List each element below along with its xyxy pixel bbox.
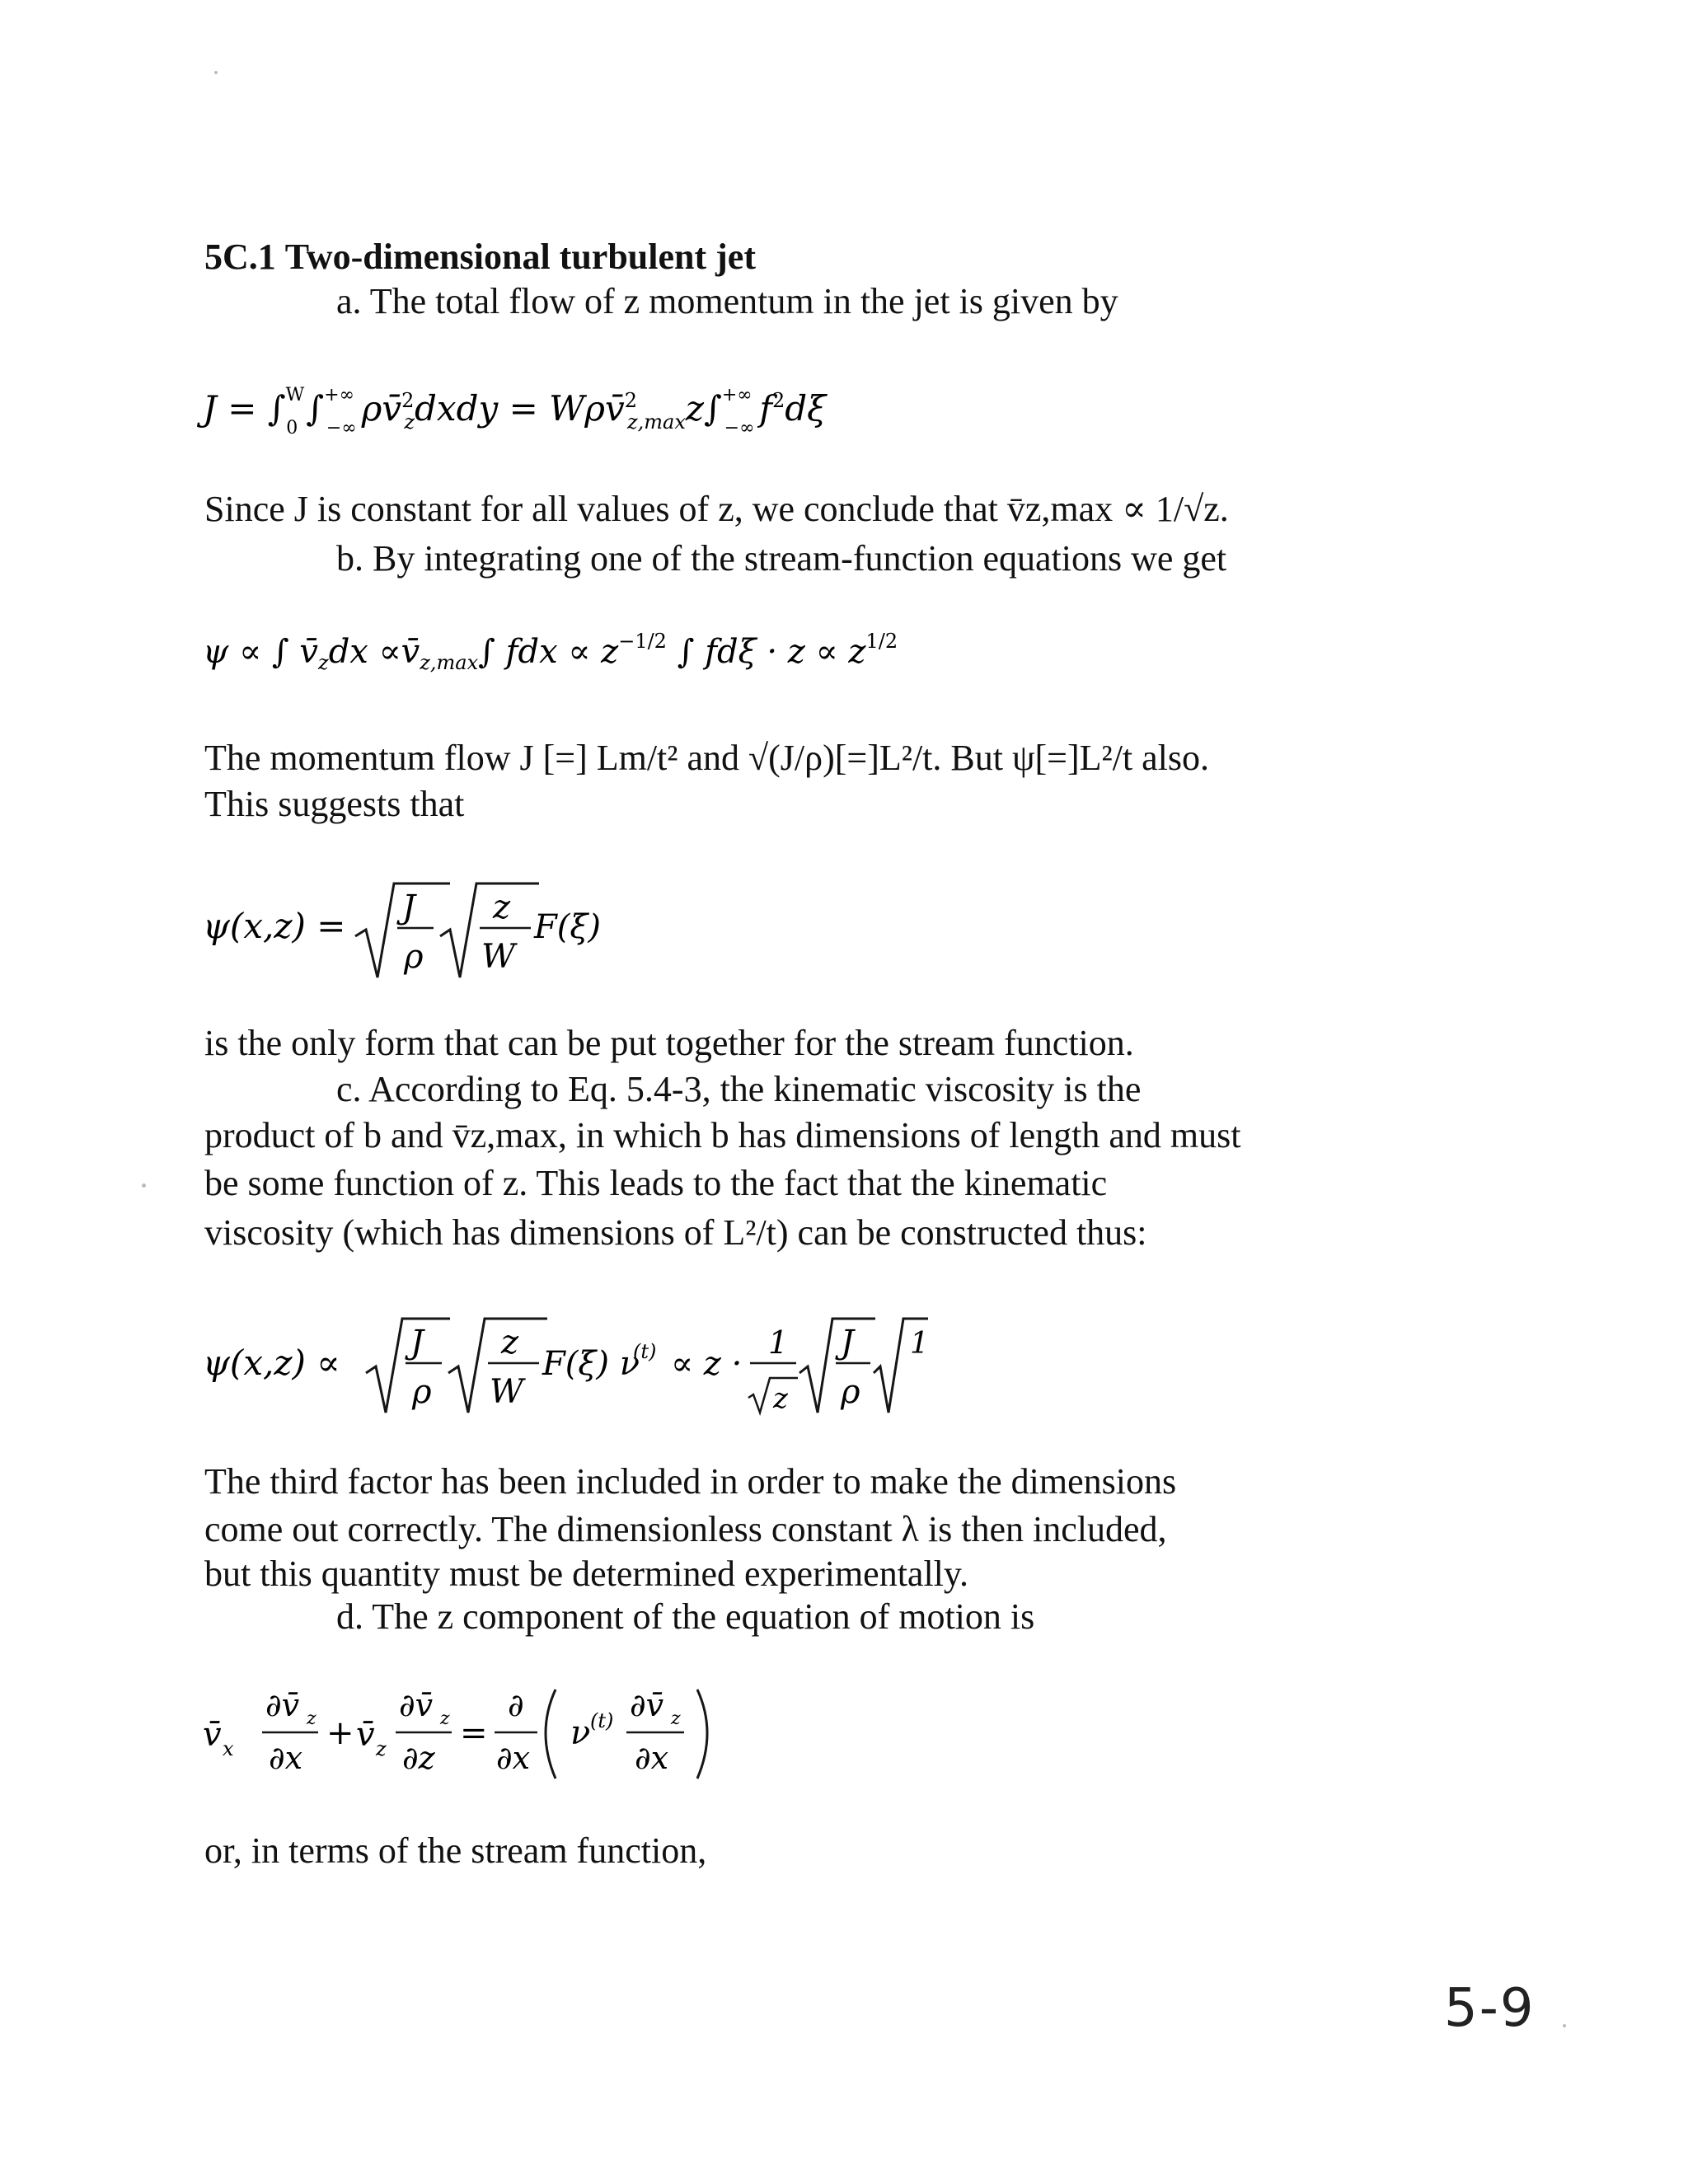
svg-text:∂: ∂ [508,1687,524,1723]
svg-text:ψ(x,z) =: ψ(x,z) = [203,906,346,946]
svg-text:z: z [376,1737,387,1760]
scan-speck [214,71,218,74]
svg-text:v̄: v̄ [203,1716,222,1754]
svg-text:∂x: ∂x [635,1740,669,1776]
equation-psi [203,872,631,996]
svg-text:W: W [490,1373,524,1411]
svg-text:ρ: ρ [412,1373,432,1411]
part-b-dimension-line-1: The momentum flow J [=] Lm/t² and √(J/ρ)[=]L²/t. But ψ[=]L²/t also. [204,738,1210,778]
equation-b-graphic [203,618,945,684]
svg-text:∂v̄: ∂v̄ [265,1687,300,1723]
part-a-intro: a. The total flow of z momentum in the jet is given by [336,281,1118,321]
svg-text:z: z [773,1382,788,1415]
svg-text:∂z: ∂z [402,1740,435,1776]
part-c-after-line-1: The third factor has been included in order to make the dimensions [204,1461,1177,1502]
equation-psi-graphic [203,872,631,987]
svg-text:z: z [440,1708,450,1729]
svg-text:∂v̄: ∂v̄ [630,1687,664,1723]
equation-a-graphic [203,369,879,443]
svg-text:=: = [460,1714,488,1752]
equation-c-graphic [203,1307,928,1422]
svg-text:J: J [410,1324,424,1361]
equation-a [203,369,879,452]
scan-speck [1563,2024,1566,2027]
svg-text:ρ: ρ [841,1373,860,1411]
part-d-intro: d. The z component of the equation of motion is [336,1596,1035,1637]
part-c-after-line-3: but this quantity must be determined experimentally. [204,1554,969,1594]
svg-text:∂x: ∂x [269,1740,303,1776]
section-heading [204,236,756,279]
svg-text:z: z [501,1324,519,1361]
equation-b [203,618,945,692]
equation-c [203,1307,928,1431]
eq-b-render: ψ ∝ ∫ $v̄_zdx$ $\propto v̄_{z,max}\int$ fdx ∝ $z^{-1/2}$ ∫ $fd\xi \cdot z \propto z^{1/2}$ [203,630,898,674]
svg-text:∂v̄: ∂v̄ [399,1687,434,1723]
part-c-line-2: product of b and v̄z,max, in which b has dimensions of length and must [204,1115,1241,1155]
svg-text:∂x: ∂x [496,1740,531,1776]
svg-text:(t): (t) [633,1340,657,1363]
part-b-dimension-line-2: This suggests that [204,784,465,824]
svg-text:v̄: v̄ [356,1716,375,1754]
svg-text:z: z [493,888,511,926]
svg-text:J: J [402,888,416,926]
svg-text:ψ(x,z) ∝: ψ(x,z) ∝ [203,1343,340,1383]
scan-speck [142,1183,146,1188]
part-b-after: is the only form that can be put together for the stream function. [204,1023,1134,1063]
part-c-after-line-2: come out correctly. The dimensionless constant λ is then included, [204,1509,1167,1549]
part-c-line-4: viscosity (which has dimensions of L²/t) can be constructed thus: [204,1212,1147,1253]
eq-a-render: J = ∫$^W$ 0 ∫+∞ −∞ ρv̄$^2$ zdxdy = Wρv̄$^2$ z,maxz∫+∞ −∞ $f^2d\xi$ [203,385,827,438]
svg-text:ν: ν [570,1714,591,1752]
equation-d-graphic [203,1676,763,1792]
svg-text:x: x [223,1737,234,1760]
page-number: 5-9 [1444,1978,1536,2039]
svg-text:(t): (t) [590,1709,614,1732]
svg-text:∝ z ·: ∝ z · [671,1345,743,1383]
svg-text:1: 1 [910,1327,929,1361]
part-b-intro: b. By integrating one of the stream-function equations we get [336,538,1227,579]
section-number: 5C.1 [204,237,276,277]
svg-text:1: 1 [768,1324,789,1361]
part-c-line-3: be some function of z. This leads to the fact that the kinematic [204,1163,1108,1203]
svg-text:W: W [481,938,516,976]
equation-d [203,1676,763,1800]
svg-text:J: J [841,1324,855,1361]
part-a-conclusion: Since J is constant for all values of z, we conclude that v̄z,max ∝ 1/√z. [204,489,1229,529]
part-d-after: or, in terms of the stream function, [204,1830,707,1871]
svg-text:ρ: ρ [404,938,424,976]
part-c-line-1: c. According to Eq. 5.4-3, the kinematic viscosity is the [336,1069,1142,1109]
svg-text:+: + [326,1714,354,1752]
section-title: Two-dimensional turbulent jet [284,237,756,277]
svg-text:z: z [671,1708,681,1729]
svg-text:z: z [307,1708,316,1729]
svg-text:F(ξ): F(ξ) [534,908,601,946]
svg-text:F(ξ) ν: F(ξ) ν [542,1345,640,1383]
